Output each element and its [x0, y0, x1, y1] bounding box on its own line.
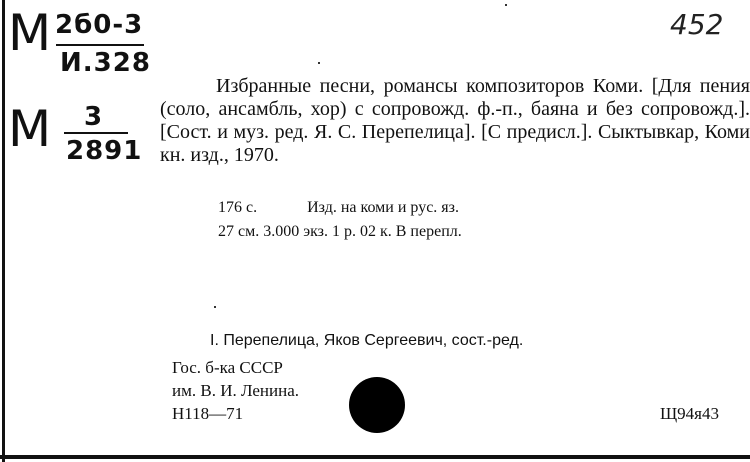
call-numerator-1: 2б0-3 [55, 10, 144, 40]
page-count: 176 с. [218, 199, 258, 216]
call-denominator-2: 2891 [66, 136, 143, 166]
fraction-rule-1 [56, 44, 144, 46]
bibliographic-entry [160, 75, 750, 167]
entry-paragraph: Избранные песни, романсы композиторов Коми. [Для пения (соло, ансамбль, хор) с сопровожд. ф.-п., баяна и без сопровожд.]. [Сост. и муз. ред. Я. С. Перепелица]. [С предисл.]. Сыктывкар, Коми кн. изд., 1970. [160, 75, 750, 166]
call-denominator-1: И.328 [60, 48, 151, 78]
call-numerator-2: 3 [84, 102, 104, 132]
collation-line [218, 198, 459, 218]
tracing-line: I. Перепелица, Яков Сергеевич, сост.-ред. [210, 332, 524, 349]
speck [214, 306, 216, 308]
call-letter-2: М [8, 100, 52, 158]
physical-details: 27 см. 3.000 экз. 1 р. 02 к. В перепл. [218, 223, 462, 240]
punch-hole [349, 377, 405, 433]
library-line-2: им. В. И. Ленина. [172, 381, 300, 400]
card-left-edge [2, 0, 5, 462]
card-number: 452 [670, 8, 724, 41]
fraction-rule-2 [64, 132, 128, 134]
call-letter-1: М [8, 4, 52, 62]
library-line-3: Н118—71 [172, 404, 244, 423]
library-block [172, 356, 299, 425]
speck [318, 62, 320, 64]
card-bottom-edge [0, 455, 750, 459]
speck [505, 4, 507, 6]
language-note: Изд. на коми и рус. яз. [307, 199, 459, 216]
classification-code: Щ94я43 [660, 404, 719, 423]
library-line-1: Гос. б-ка СССР [172, 358, 283, 377]
